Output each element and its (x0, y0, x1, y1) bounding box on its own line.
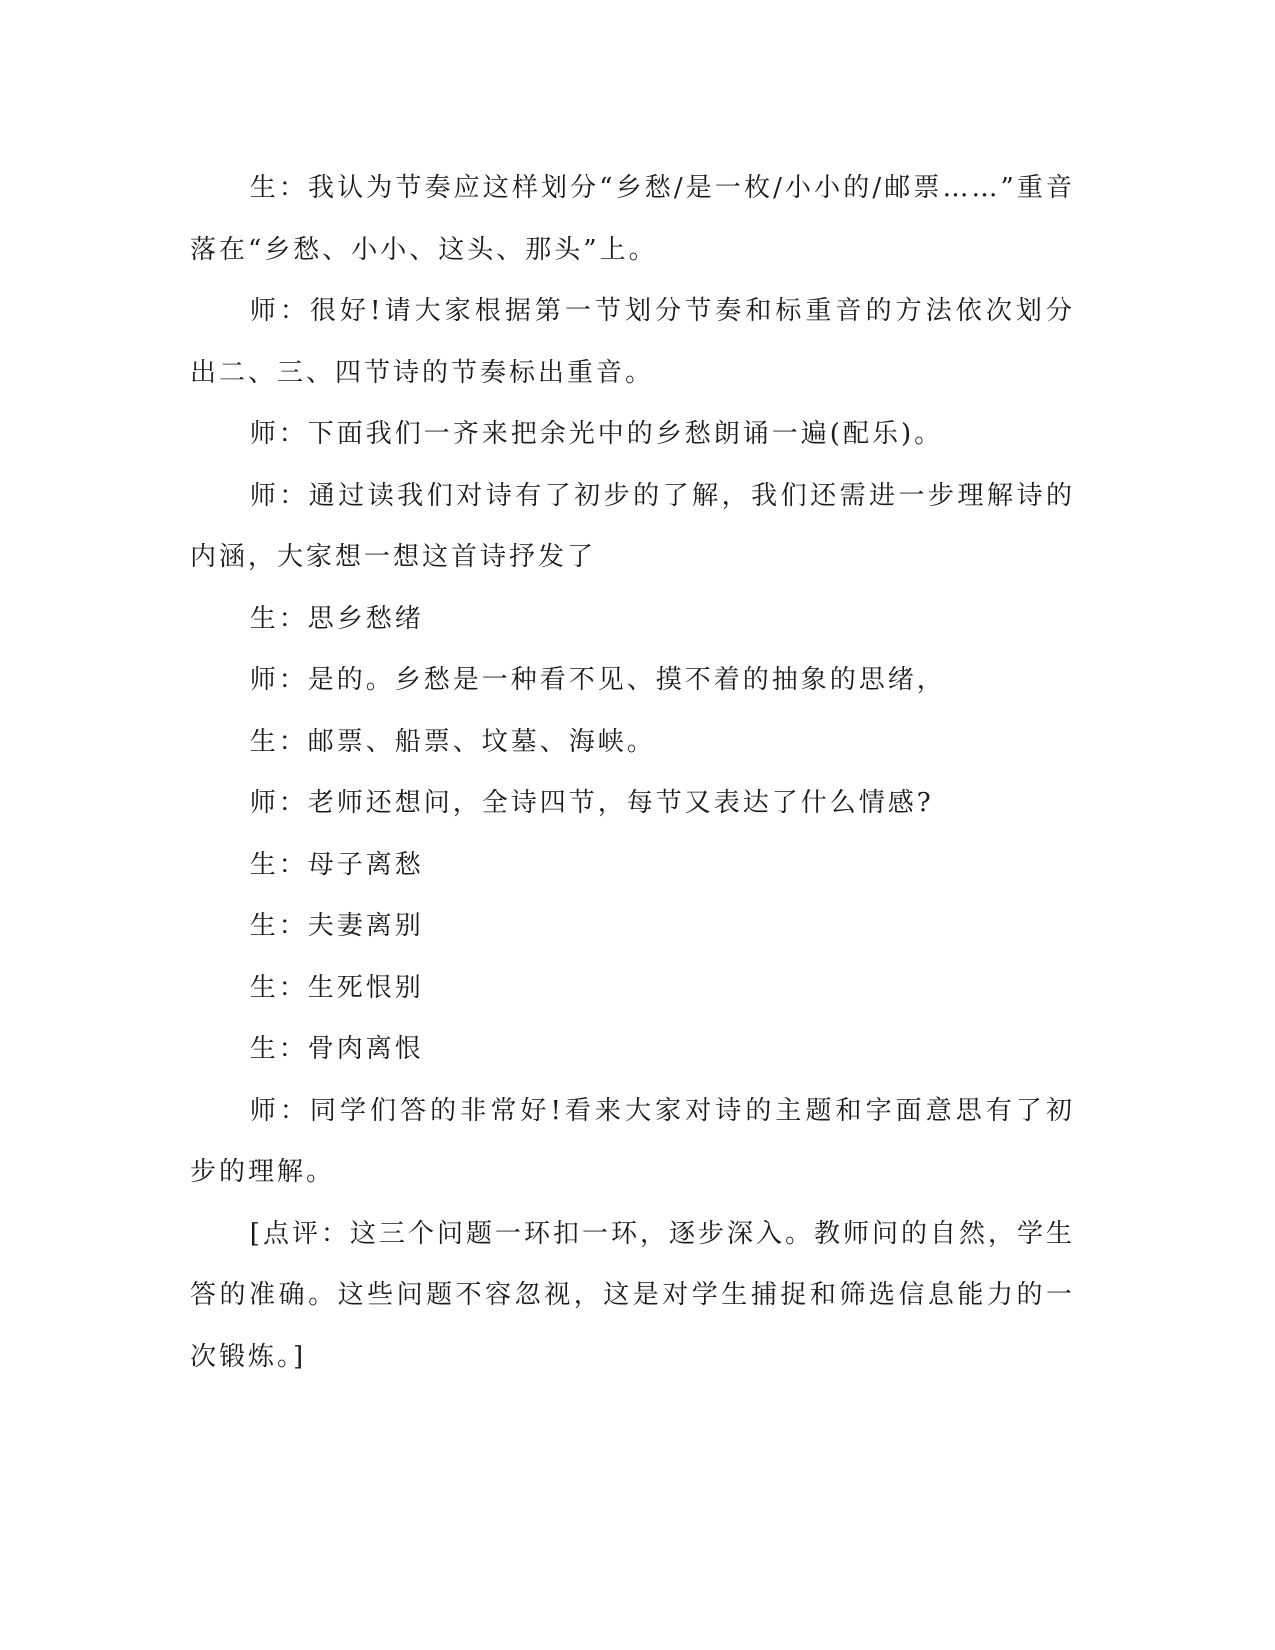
document-body (190, 158, 1075, 1388)
paragraph-3: 师：下面我们一齐来把余光中的乡愁朗诵一遍(配乐)。 (249, 419, 944, 449)
paragraph-10: 生：夫妻离别 (249, 911, 424, 941)
paragraph-7: 生：邮票、船票、坟墓、海峡。 (249, 726, 656, 757)
paragraph-6: 师：是的。乡愁是一种看不见、摸不着的抽象的思绪， (249, 665, 946, 695)
paragraph-12: 生：骨肉离恨 (249, 1034, 424, 1064)
paragraph-1: 生：我认为节奏应这样划分“乡愁/是一枚/小小的/邮票……”重音落在“乡愁、小小、这头、那头”上。 (190, 173, 1075, 265)
paragraph-5: 生：思乡愁绪 (249, 603, 424, 634)
paragraph-13: 师：同学们答的非常好!看来大家对诗的主题和字面意思有了初步的理解。 (190, 1095, 1075, 1187)
paragraph-8: 师：老师还想问，全诗四节，每节又表达了什么情感? (249, 788, 934, 818)
paragraph-2: 师：很好!请大家根据第一节划分节奏和标重音的方法依次划分出二、三、四节诗的节奏标出重音。 (190, 296, 1075, 388)
paragraph-4: 师：通过读我们对诗有了初步的了解，我们还需进一步理解诗的内涵，大家想一想这首诗抒发了 (190, 480, 1075, 572)
paragraph-14: [点评：这三个问题一环扣一环，逐步深入。教师问的自然，学生答的准确。这些问题不容忽视，这是对学生捕捉和筛选信息能力的一次锻炼。] (190, 1218, 1075, 1372)
paragraph-11: 生：生死恨别 (249, 972, 424, 1003)
paragraph-9: 生：母子离愁 (249, 849, 424, 880)
